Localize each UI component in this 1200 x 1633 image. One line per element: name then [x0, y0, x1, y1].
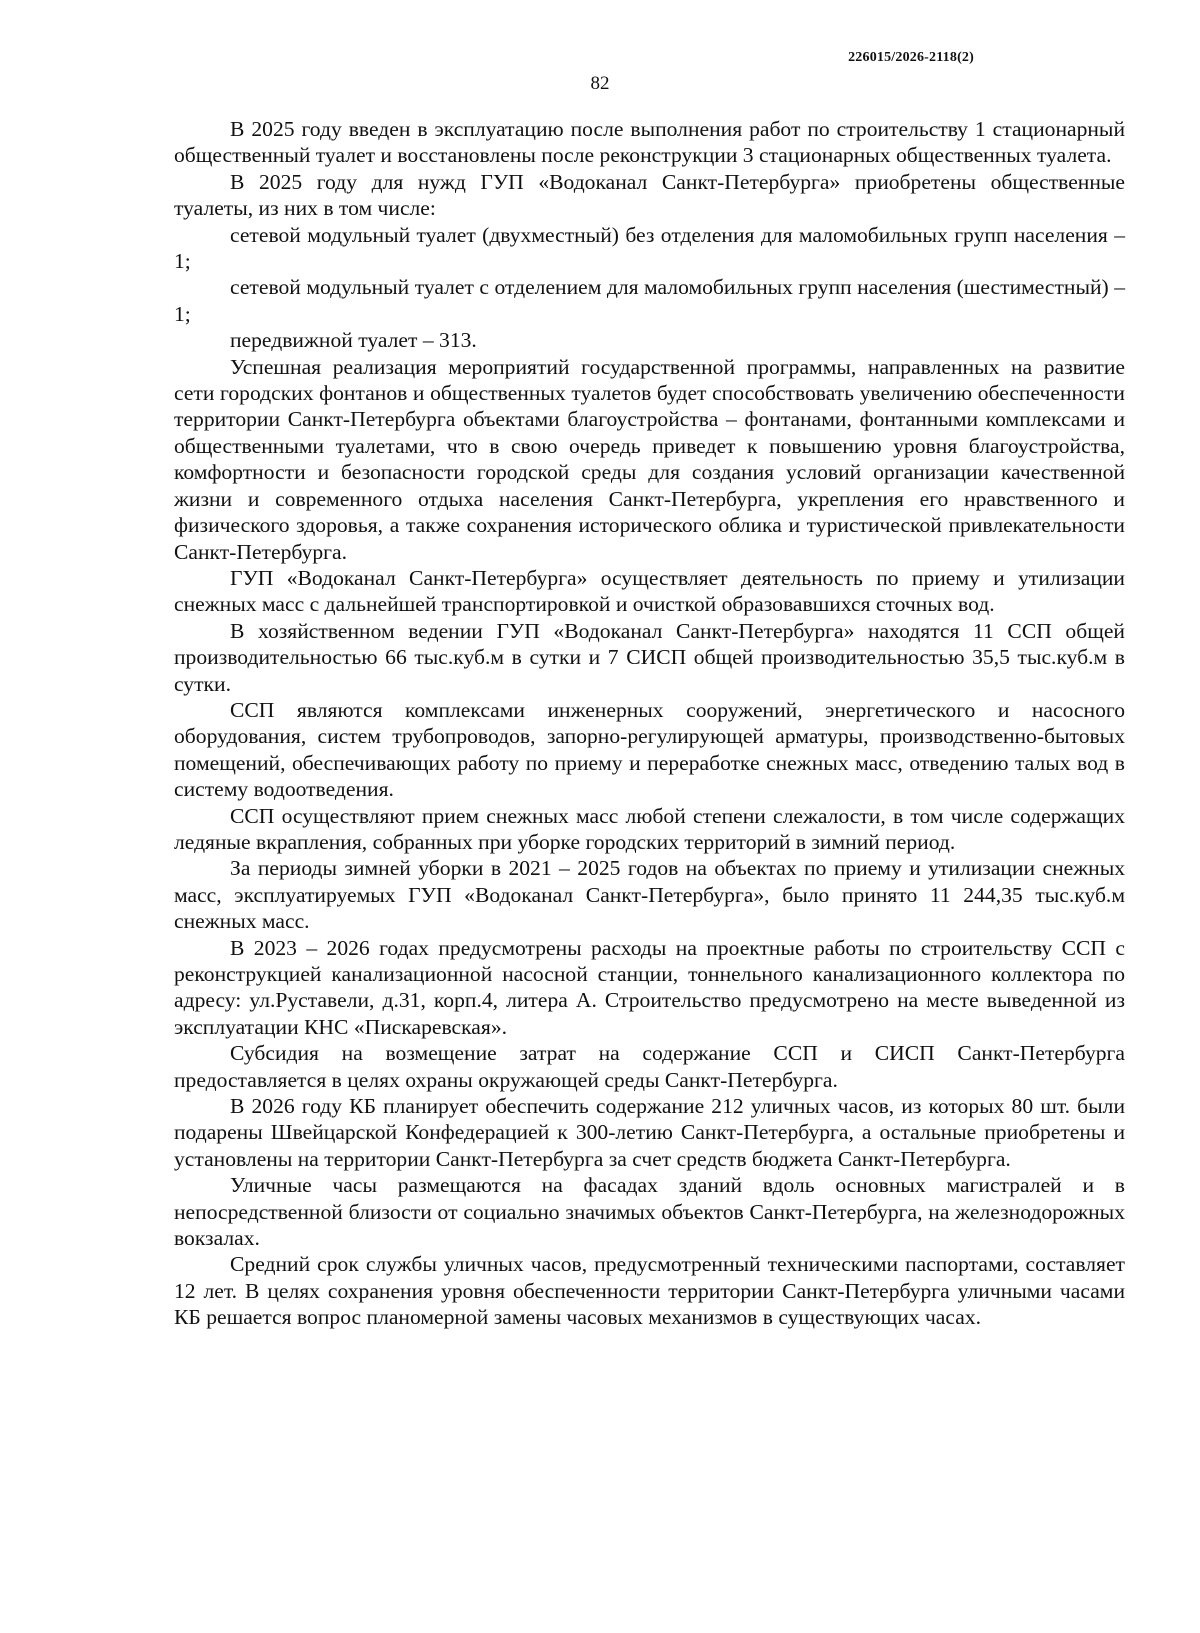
- paragraph: ГУП «Водоканал Санкт-Петербурга» осуществляет деятельность по приему и утилизации снежных масс с дальнейшей транспортировкой и очисткой образовавшихся сточных вод.: [174, 565, 1125, 617]
- list-item: сетевой модульный туалет с отделением для маломобильных групп населения (шестиместный) – 1;: [174, 275, 1125, 326]
- paragraph: В 2025 году введен в эксплуатацию после выполнения работ по строительству 1 стационарный общественный туалет и восстановлены после реконструкции 3 стационарных общественных туалета.: [174, 117, 1125, 168]
- paragraph: За периоды зимней уборки в 2021 – 2025 годов на объектах по приему и утилизации снежных масс, эксплуатируемых ГУП «Водоканал Санкт-Петербурга», было принято 11 244,35 тыс.куб.м снежных масс.: [174, 856, 1125, 934]
- paragraph: Успешная реализация мероприятий государственной программы, направленных на развитие сети городских фонтанов и общественных туалетов будет способствовать увеличению обеспеченности территории Санкт-Петербурга объектами благоустройства – фонтанами, фонтанными комплексами и общественными туалетами, что в свою очередь приведет к повышению уровня благоустройства, комфортности и безопасности городской среды для создания условий организации качественной жизни и современного отдыха населения Санкт-Петербурга, укрепления его нравственного и физического здоровья, а также сохранения исторического облика и туристической привлекательности Санкт-Петербурга.: [174, 354, 1125, 564]
- paragraph: В 2023 – 2026 годах предусмотрены расходы на проектные работы по строительству ССП с реконструкцией канализационной насосной станции, тоннельного канализационного коллектора по адресу: ул.Руставели, д.31, корп.4, литера А. Строительство предусмотрено на месте выведенной из эксплуатации КНС «Пискаревская».: [174, 935, 1125, 1039]
- page-number: 82: [590, 73, 610, 94]
- paragraph: ССП являются комплексами инженерных сооружений, энергетического и насосного оборудования, систем трубопроводов, запорно-регулирующей арматуры, производственно-бытовых помещений, обеспечивающих работу по приему и переработке снежных масс, отведению талых вод в систему водоотведения.: [174, 697, 1125, 802]
- paragraph: Субсидия на возмещение затрат на содержание ССП и СИСП Санкт-Петербурга предоставляется в целях охраны окружающей среды Санкт-Петербурга.: [174, 1041, 1125, 1092]
- paragraph: В хозяйственном ведении ГУП «Водоканал Санкт-Петербурга» находятся 11 ССП общей производительностью 66 тыс.куб.м в сутки и 7 СИСП общей производительностью 35,5 тыс.куб.м в сутки.: [174, 618, 1125, 696]
- paragraph: Уличные часы размещаются на фасадах зданий вдоль основных магистралей и в непосредственной близости от социально значимых объектов Санкт-Петербурга, на железнодорожных вокзалах.: [174, 1173, 1125, 1251]
- document-number: 226015/2026-2118(2): [848, 50, 974, 65]
- paragraph: В 2025 году для нужд ГУП «Водоканал Санкт-Петербурга» приобретены общественные туалеты, из них в том числе:: [174, 169, 1125, 221]
- document-body: [174, 116, 1125, 1331]
- paragraph: Средний срок службы уличных часов, предусмотренный техническими паспортами, составляет 12 лет. В целях сохранения уровня обеспеченности территории Санкт-Петербурга уличными часами КБ решается вопрос планомерной замены часовых механизмов в существующих часах.: [174, 1252, 1125, 1330]
- list-item: передвижной туалет – 313.: [230, 328, 477, 353]
- list-item: сетевой модульный туалет (двухместный) без отделения для маломобильных групп населения – 1;: [174, 222, 1125, 274]
- paragraph: В 2026 году КБ планирует обеспечить содержание 212 уличных часов, из которых 80 шт. были подарены Швейцарской Конфедерацией к 300-летию Санкт-Петербурга, а остальные приобретены и установлены на территории Санкт-Петербурга за счет средств бюджета Санкт-Петербурга.: [174, 1094, 1125, 1171]
- paragraph: ССП осуществляют прием снежных масс любой степени слежалости, в том числе содержащих ледяные вкрапления, собранных при уборке городских территорий в зимний период.: [174, 803, 1125, 854]
